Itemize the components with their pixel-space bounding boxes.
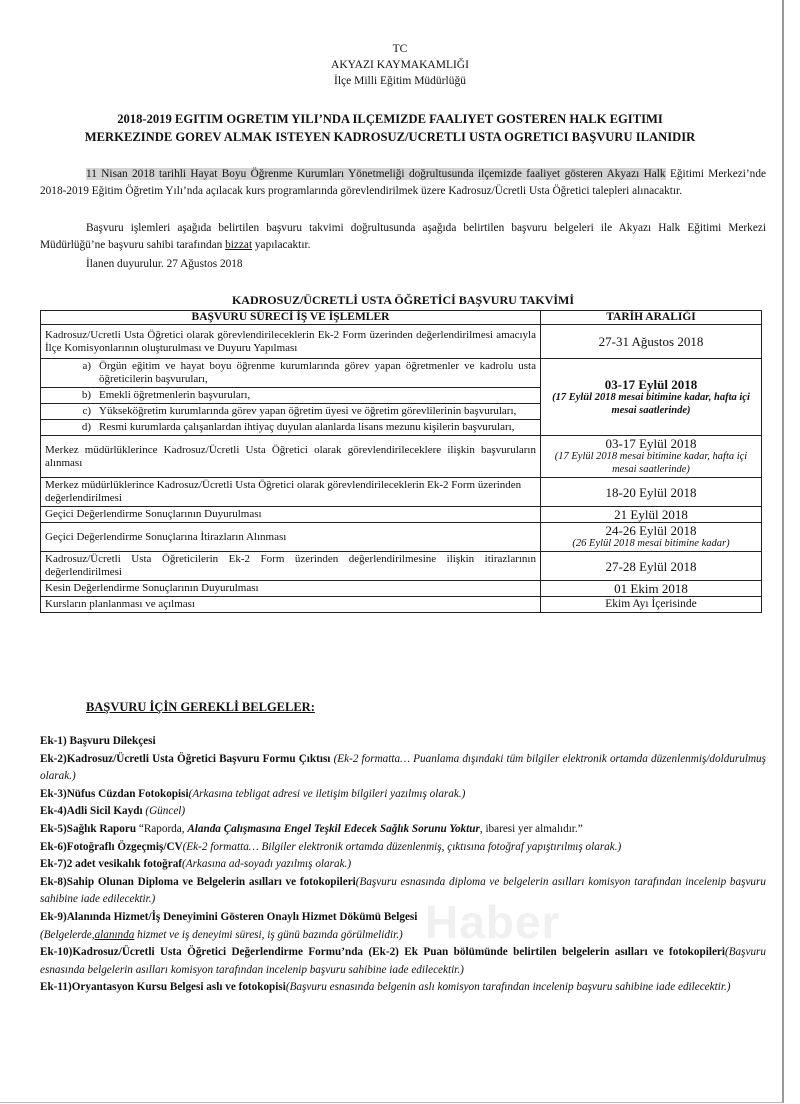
doc-label: Ek-1) Başvuru Dilekçesi xyxy=(40,735,156,747)
table-row xyxy=(41,523,762,552)
row2-item-b xyxy=(41,388,540,404)
doc-ek7 xyxy=(40,856,766,874)
intro-p1-rest: Eğitimi Merkezi’nde 2018-2019 Eğitim Öğretim Yılı’nda açılacak kurs programlarında görevlendirilmek üzere Kadrosuz/Ücretli Usta Öğretici talepleri alınacaktır. xyxy=(40,168,766,198)
row2-date: 03-17 Eylül 2018 xyxy=(604,376,698,392)
schedule-title: KADROSUZ/ÜCRETLİ USTA ÖĞRETİCİ BAŞVURU TAKVİMİ xyxy=(231,293,575,307)
row6-text: Geçici Değerlendirme Sonuçlarına İtirazların Alınması xyxy=(41,523,541,552)
row9-text: Kursların planlanması ve açılması xyxy=(41,597,541,613)
row5-text: Geçici Değerlendirme Sonuçlarının Duyurulması xyxy=(41,507,541,523)
document-title xyxy=(40,110,740,146)
item-text: Örgün eğitim ve hayat boyu öğrenme kurumlarında görev yapan öğretmenler ve kadrolu usta öğreticilerin başvuruları, xyxy=(99,360,536,385)
row2-date-cell xyxy=(541,359,762,436)
doc-label: Ek-7)2 adet vesikalık fotoğraf xyxy=(40,858,183,871)
row7-text: Kadrosuz/Ücretli Usta Öğreticilerin Ek-2 Form üzerinden değerlendirilmesine ilişkin itirazlarının değerlendirilmesi xyxy=(41,552,541,581)
table-row xyxy=(41,436,762,478)
item-text: Emekli öğretmenlerin başvuruları, xyxy=(99,389,251,401)
table-row xyxy=(41,597,762,613)
doc-label: Ek-6)Fotoğraflı Özgeçmiş/CV xyxy=(40,840,183,853)
table-row xyxy=(41,359,762,436)
doc-note: (Ek-2 formatta… Puanlama dışındaki tüm bilgiler elektronik ortamda düzenlenmiş/doldurulmuş olarak.) xyxy=(40,752,766,783)
documents-list xyxy=(40,733,766,997)
item-key: b) xyxy=(81,389,91,401)
table-header-row xyxy=(41,311,762,325)
row7-date: 27-28 Eylül 2018 xyxy=(541,552,762,581)
doc-ek9 xyxy=(40,909,766,944)
table-row xyxy=(41,478,762,507)
header-tc: TC xyxy=(392,43,408,55)
row3-date: 03-17 Eylül 2018 xyxy=(605,436,697,451)
row2-note: (17 Eylül 2018 mesai bitimine kadar, hafta içi mesai saatlerinde) xyxy=(552,391,750,416)
col-header-process: BAŞVURU SÜRECİ İŞ VE İŞLEMLER xyxy=(41,311,541,325)
doc-label: Ek-11)Oryantasyon Kursu Belgesi aslı ve fotokopisi xyxy=(40,981,286,994)
doc-ek6 xyxy=(40,839,766,857)
row4-date: 18-20 Eylül 2018 xyxy=(541,478,762,507)
doc-ek10 xyxy=(40,944,766,979)
doc-text: “Raporda, xyxy=(136,822,188,835)
row2-item-c xyxy=(41,404,540,420)
doc-ek8 xyxy=(40,874,766,909)
intro-p2-underlined: bizzat xyxy=(225,239,253,252)
watermark: Haber xyxy=(425,896,561,948)
table-row xyxy=(41,507,762,523)
row8-date: 01 Ekim 2018 xyxy=(541,581,762,597)
row5-date: 21 Eylül 2018 xyxy=(541,507,762,523)
intro-paragraph-3: İlanen duyurulur. 27 Ağustos 2018 xyxy=(86,258,243,270)
row4-text: Merkez müdürlüklerince Kadrosuz/Ücretli Usta Öğretici olarak görevlendirileceklerin Ek-2 Form üzerinden değerlendirilmesi xyxy=(41,478,541,507)
row9-date: Ekim Ayı İçerisinde xyxy=(541,597,762,613)
row6-date-cell xyxy=(541,523,762,552)
intro-highlight: 11 Nisan 2018 tarihli Hayat Boyu Öğrenme Kurumları Yönetmeliği doğrultusunda ilçemizde faaliyet gösteren Akyazı Halk xyxy=(86,168,666,180)
doc-note: (Arkasına ad-soyadı yazılmış olarak.) xyxy=(182,858,352,871)
doc-ek1 xyxy=(40,733,766,751)
item-key: c) xyxy=(82,405,91,417)
table-row xyxy=(41,552,762,581)
item-key: d) xyxy=(81,421,91,433)
intro-p2-end: yapılacaktır. xyxy=(252,239,311,252)
doc-note: (Arkasına tebligat adresi ve iletişim bilgileri yazılmış olarak.) xyxy=(188,787,466,800)
intro-p2-text: Başvuru işlemleri aşağıda belirtilen başvuru takvimi doğrultusunda aşağıda belirtilen başvuru belgeleri ile Akyazı Halk Eğitimi Merkezi Müdürlüğü’ne başvuru sahibi tarafından xyxy=(40,222,766,252)
doc-label: Ek-9)Alanında Hizmet/İş Deneyimini Gösteren Onaylı Hizmet Dökümü Belgesi xyxy=(40,910,418,923)
doc-label: Ek-3)Nüfus Cüzdan Fotokopisi xyxy=(40,787,189,800)
row3-date-cell xyxy=(541,436,762,478)
title-line-1: 2018-2019 EGITIM OGRETIM YILI’NDA ILÇEMIZDE FAALIYET GOSTEREN HALK EGITIMI xyxy=(117,112,663,126)
item-text: Yükseköğretim kurumlarında görev yapan öğretim üyesi ve öğretim görevlilerinin başvuruları, xyxy=(99,405,517,417)
row6-note: (26 Eylül 2018 mesai bitimine kadar) xyxy=(572,538,730,549)
item-text: Resmi kurumlarda çalışanlardan ihtiyaç duyulan alanlarda lisans mezunu kişilerin başvuruları, xyxy=(99,421,515,433)
col-header-date: TARİH ARALIĞI xyxy=(541,311,762,325)
schedule-table xyxy=(40,310,762,613)
row2-item-a xyxy=(41,359,540,388)
doc-label: Ek-10)Kadrosuz/Ücretli Usta Öğretici Değerlendirme Formu’nda (Ek-2) Ek Puan bölümünde belirtilen belgelerin asılları ve fotokopileri xyxy=(40,946,725,959)
doc-note: (Başvuru esnasında belgelerin asılları komisyon tarafından incelenip başvuru sahibine iade edilecektir.) xyxy=(40,946,766,976)
row3-note: (17 Eylül 2018 mesai bitimine kadar, hafta içi mesai saatlerinde) xyxy=(554,451,748,475)
doc-label: Ek-2)Kadrosuz/Ücretli Usta Öğretici Başvuru Formu Çıktısı xyxy=(40,752,331,765)
doc-note-underlined: alanında xyxy=(94,928,135,941)
doc-ek2 xyxy=(40,751,766,786)
intro-paragraph-1 xyxy=(40,166,766,201)
row1-text: Kadrosuz/Ucretli Usta Öğretici olarak görevlendirileceklerin Ek-2 Form üzerinden değerlendirilmesi amacıyla İlçe Komisyonlarının oluşturulması ve Duyuru Yapılması xyxy=(41,325,541,359)
table-row xyxy=(41,325,762,359)
doc-ek11 xyxy=(40,979,766,997)
doc-label: Ek-5)Sağlık Raporu xyxy=(40,822,137,835)
item-key: a) xyxy=(82,360,91,372)
doc-note: (Belgelerde, xyxy=(40,928,95,941)
doc-label: Ek-8)Sahip Olunan Diploma ve Belgelerin asılları ve fotokopileri xyxy=(40,875,356,888)
table-row xyxy=(41,581,762,597)
doc-emphasis: Alanda Çalışmasına Engel Teşkil Edecek Sağlık Sorunu Yoktur xyxy=(187,822,480,835)
header-kaymakamlik: AKYAZI KAYMAKAMLIĞI xyxy=(331,59,469,71)
doc-text: , ibaresi yer almalıdır.” xyxy=(479,822,583,835)
doc-note: (Başvuru esnasında belgenin aslı komisyon tarafından incelenip başvuru sahibine iade edilecektir.) xyxy=(285,981,731,994)
doc-note: (Güncel) xyxy=(142,805,186,818)
row2-item-d xyxy=(41,420,540,435)
doc-note: (Başvuru esnasında diploma ve belgelerin asılları komisyon tarafından incelenip başvuru sahibine iade edilecektir.) xyxy=(40,875,766,906)
doc-note: (Ek-2 formatta… Bilgiler elektronik ortamda düzenlenmiş, çıktısına fotoğraf yapıştırılmış olarak.) xyxy=(182,840,622,853)
header-mudurluk: İlçe Milli Eğitim Müdürlüğü xyxy=(334,75,466,87)
doc-ek3 xyxy=(40,786,766,804)
row3-text: Merkez müdürlüklerince Kadrosuz/Ücretli Usta Öğretici olarak görevlendirileceklere ilişkin başvuruların alınması xyxy=(41,436,541,478)
row8-text: Kesin Değerlendirme Sonuçlarının Duyurulması xyxy=(41,581,541,597)
doc-label: Ek-4)Adli Sicil Kaydı xyxy=(40,805,143,818)
row2-items xyxy=(41,359,541,436)
doc-note: hizmet ve iş deneyimi süresi, iş günü bazında görülmelidir.) xyxy=(134,928,403,941)
doc-ek5 xyxy=(40,821,766,839)
documents-title: BAŞVURU İÇİN GEREKLİ BELGELER: xyxy=(86,700,315,714)
intro-paragraph-2 xyxy=(40,220,766,255)
row1-date: 27-31 Ağustos 2018 xyxy=(541,325,762,359)
doc-ek4 xyxy=(40,803,766,821)
title-line-2: MERKEZINDE GOREV ALMAK ISTEYEN KADROSUZ/UCRETLI USTA OGRETICI BAŞVURU ILANIDIR xyxy=(84,130,696,144)
row6-date: 24-26 Eylül 2018 xyxy=(605,523,697,538)
